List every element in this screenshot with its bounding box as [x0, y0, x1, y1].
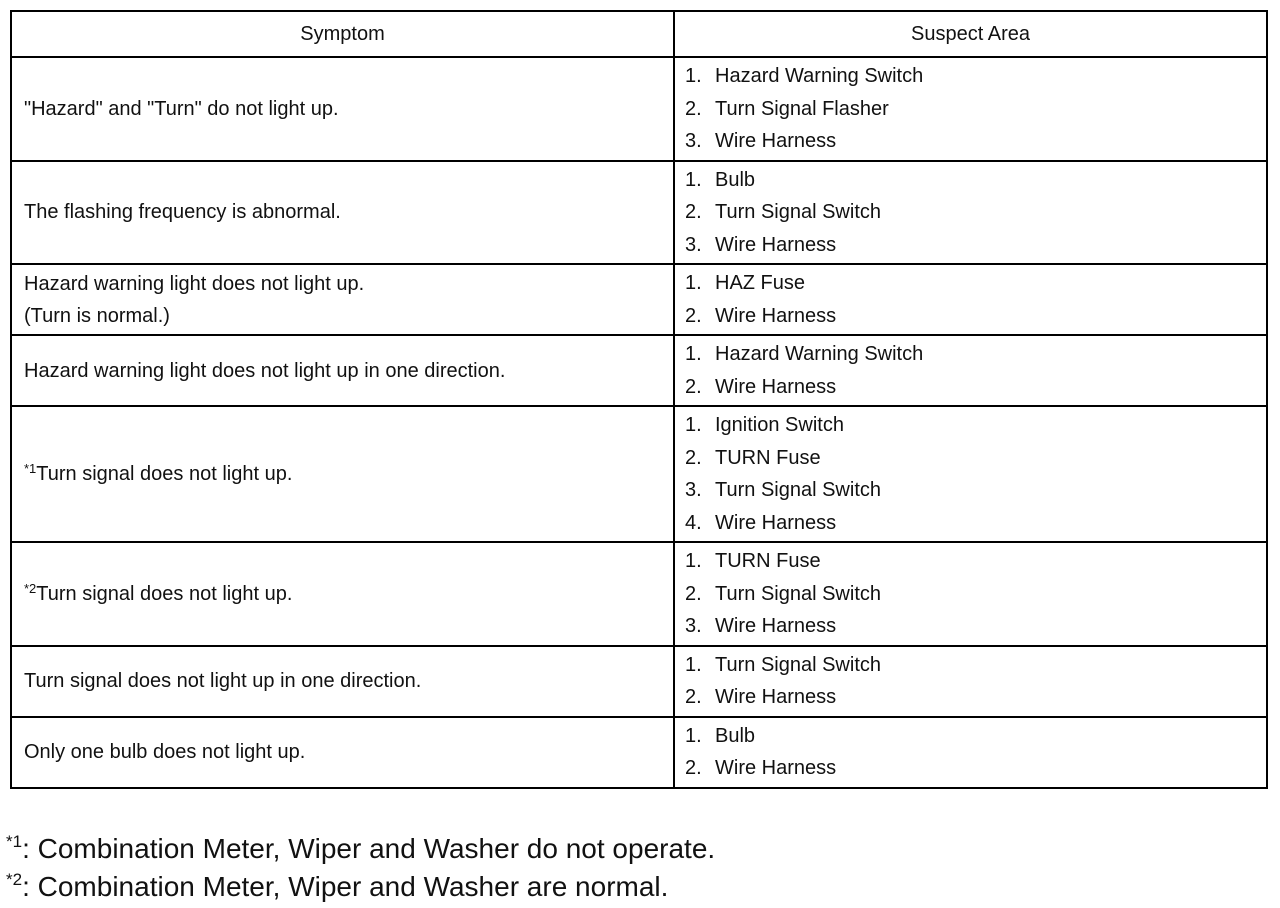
- symptom-cell: [11, 161, 674, 265]
- footnote-marker: *1: [6, 832, 23, 851]
- symptom-cell: [11, 542, 674, 646]
- header-row: [11, 11, 1267, 57]
- symptom-text: "Hazard" and "Turn" do not light up.: [24, 97, 339, 120]
- suspect-item: [685, 442, 1266, 475]
- suspect-cell: [674, 335, 1267, 406]
- table-row: [11, 161, 1267, 265]
- suspect-number: 1.: [685, 414, 702, 436]
- suspect-text: HAZ Fuse: [715, 272, 806, 294]
- suspect-item: [685, 338, 1266, 371]
- suspect-text: Wire Harness: [715, 615, 837, 637]
- suspect-text: Turn Signal Switch: [715, 582, 881, 605]
- symptom-text: Turn signal does not light up.: [36, 463, 293, 485]
- symptom-line: [24, 665, 673, 697]
- symptom-line: [24, 458, 673, 490]
- table-row: [11, 646, 1267, 717]
- suspect-number: 2.: [685, 97, 702, 120]
- suspect-number: 1.: [685, 653, 702, 676]
- table-row: [11, 406, 1267, 542]
- footnote: [6, 868, 715, 906]
- suspect-item: [685, 649, 1266, 682]
- suspect-number: 4.: [685, 511, 702, 534]
- suspect-number: 1.: [685, 168, 702, 191]
- suspect-number: 3.: [685, 233, 702, 256]
- footnote: [6, 830, 715, 868]
- suspect-item: [685, 681, 1266, 714]
- suspect-cell: [674, 717, 1267, 788]
- footnote-marker: *1: [24, 461, 37, 476]
- suspect-text: Bulb: [715, 724, 756, 747]
- footnote-text: : Combination Meter, Wiper and Washer are normal.: [22, 871, 669, 902]
- suspect-cell: [674, 542, 1267, 646]
- symptom-cell: [11, 646, 674, 717]
- suspect-text: Turn Signal Switch: [715, 201, 881, 223]
- symptom-text: Hazard warning light does not light up in one direction.: [24, 359, 506, 382]
- suspect-text: Wire Harness: [715, 511, 837, 534]
- symptom-text: Only one bulb does not light up.: [24, 741, 306, 763]
- suspect-text: Wire Harness: [715, 304, 837, 327]
- suspect-cell: [674, 161, 1267, 265]
- suspect-item: [685, 164, 1266, 197]
- suspect-number: 2.: [685, 582, 702, 605]
- suspect-item: [685, 60, 1266, 93]
- symptom-text: (Turn is normal.): [24, 304, 170, 327]
- table-row: [11, 717, 1267, 788]
- suspect-item: [685, 267, 1266, 300]
- symptom-cell: [11, 264, 674, 335]
- suspect-item: [685, 474, 1266, 507]
- symptom-line: [24, 736, 673, 768]
- symptom-text: Turn signal does not light up.: [36, 582, 293, 605]
- suspect-text: Wire Harness: [715, 686, 837, 708]
- suspect-number: 2.: [685, 686, 702, 708]
- suspect-number: 2.: [685, 201, 702, 223]
- troubleshooting-table: [10, 10, 1268, 789]
- suspect-item: [685, 196, 1266, 229]
- suspect-number: 1.: [685, 724, 702, 747]
- symptom-text: The flashing frequency is abnormal.: [24, 201, 341, 224]
- footnote-marker: *2: [24, 580, 37, 596]
- suspect-text: Turn Signal Flasher: [715, 97, 889, 120]
- suspect-item: [685, 93, 1266, 126]
- suspect-item: [685, 610, 1266, 643]
- table-row: [11, 335, 1267, 406]
- suspect-text: Turn Signal Switch: [715, 653, 881, 676]
- suspect-number: 2.: [685, 446, 702, 469]
- suspect-text: TURN Fuse: [715, 550, 821, 572]
- suspect-item: [685, 409, 1266, 442]
- suspect-number: 3.: [685, 130, 702, 152]
- table-body: [11, 57, 1267, 788]
- suspect-text: Wire Harness: [715, 233, 837, 256]
- suspect-cell: [674, 57, 1267, 161]
- symptom-line: [24, 355, 673, 387]
- suspect-item: [685, 720, 1266, 753]
- symptom-line: [24, 300, 673, 332]
- suspect-text: Hazard Warning Switch: [715, 343, 924, 365]
- table-row: [11, 264, 1267, 335]
- table-row: [11, 57, 1267, 161]
- suspect-text: Bulb: [715, 168, 756, 191]
- suspect-number: 2.: [685, 757, 702, 779]
- symptom-text: Hazard warning light does not light up.: [24, 272, 365, 295]
- symptom-line: [24, 93, 673, 125]
- suspect-item: [685, 125, 1266, 158]
- footnote-text: : Combination Meter, Wiper and Washer do not operate.: [22, 833, 716, 864]
- suspect-number: 1.: [685, 550, 702, 572]
- suspect-text: TURN Fuse: [715, 446, 821, 469]
- suspect-number: 1.: [685, 272, 702, 294]
- symptom-cell: [11, 57, 674, 161]
- symptom-header: Symptom: [11, 11, 674, 57]
- suspect-number: 1.: [685, 65, 702, 87]
- suspect-text: Ignition Switch: [715, 414, 844, 436]
- suspect-text: Turn Signal Switch: [715, 479, 881, 501]
- suspect-text: Wire Harness: [715, 375, 837, 398]
- suspect-area-header: Suspect Area: [674, 11, 1267, 57]
- footnote-marker: *2: [6, 870, 23, 889]
- suspect-cell: [674, 406, 1267, 542]
- suspect-item: [685, 752, 1266, 785]
- symptom-line: [24, 268, 673, 300]
- suspect-text: Hazard Warning Switch: [715, 65, 924, 87]
- symptom-line: [24, 196, 673, 228]
- footnotes: [6, 830, 715, 906]
- suspect-item: [685, 300, 1266, 333]
- suspect-number: 3.: [685, 479, 702, 501]
- suspect-item: [685, 507, 1266, 540]
- suspect-number: 3.: [685, 615, 702, 637]
- suspect-item: [685, 371, 1266, 404]
- suspect-item: [685, 545, 1266, 578]
- symptom-text: Turn signal does not light up in one direction.: [24, 670, 422, 692]
- symptom-cell: [11, 335, 674, 406]
- suspect-text: Wire Harness: [715, 757, 837, 779]
- suspect-item: [685, 229, 1266, 262]
- symptom-cell: [11, 717, 674, 788]
- suspect-number: 2.: [685, 304, 702, 327]
- suspect-number: 1.: [685, 343, 702, 365]
- symptom-cell: [11, 406, 674, 542]
- table-row: [11, 542, 1267, 646]
- suspect-cell: [674, 264, 1267, 335]
- suspect-cell: [674, 646, 1267, 717]
- suspect-item: [685, 578, 1266, 611]
- symptom-line: [24, 578, 673, 610]
- suspect-number: 2.: [685, 375, 702, 398]
- suspect-text: Wire Harness: [715, 130, 837, 152]
